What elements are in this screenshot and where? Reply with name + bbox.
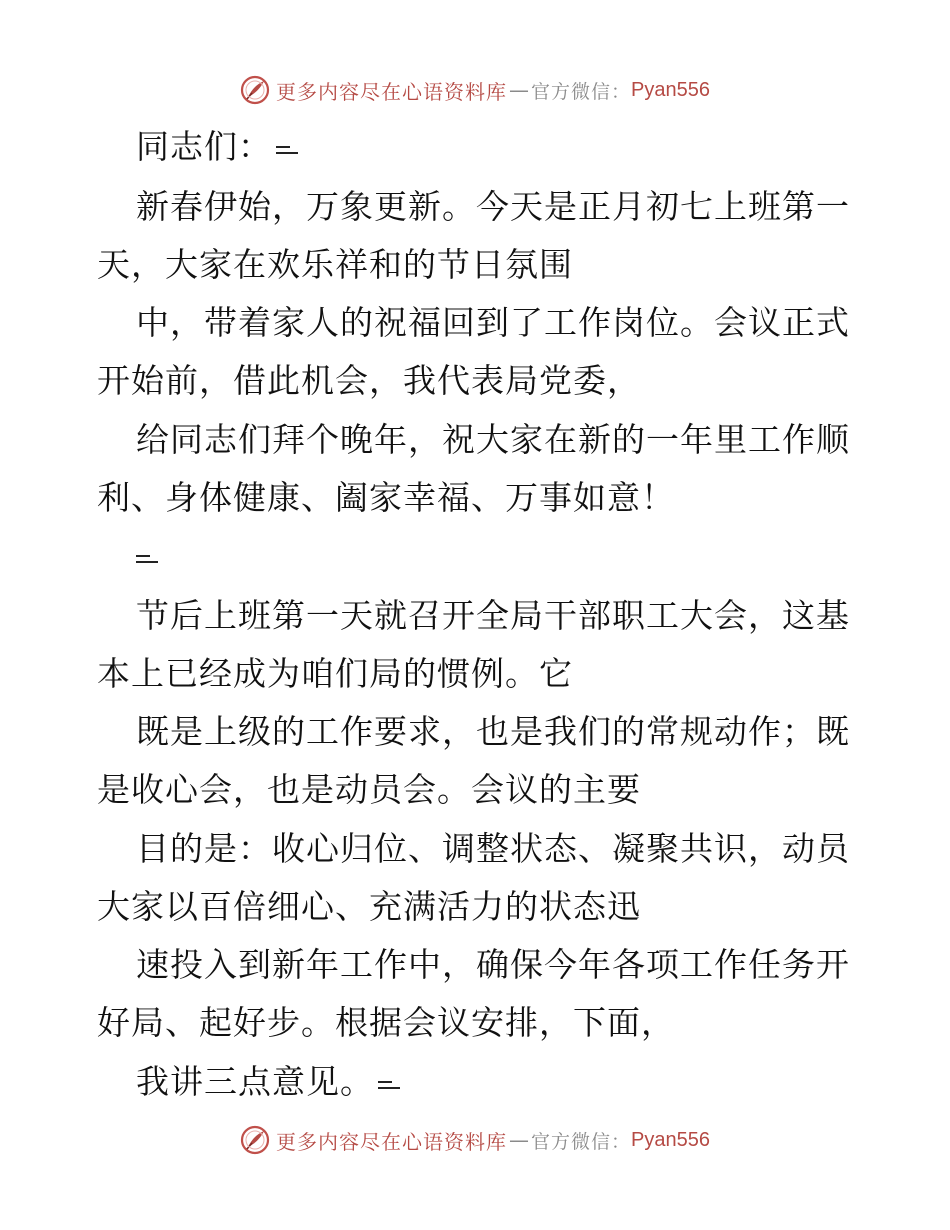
body-line-text: 目的是：收心归位、调整状态、凝聚共识，动员 [136,829,850,868]
body-line-text: 开始前，借此机会，我代表局党委， [97,361,641,400]
body-line-text: 大家以百倍细心、充满活力的状态迅 [97,887,641,926]
body-line-text: 新春伊始，万象更新。今天是正月初七上班第一 [136,187,850,226]
body-line-15 [136,1062,402,1102]
body-line-text: 我讲三点意见。 [136,1062,374,1101]
footer-wechat-id: Pyan556 [631,1128,710,1151]
paragraph-mark-icon [276,142,300,156]
body-line-text: 节后上班第一天就召开全局干部职工大会，这基 [136,596,850,635]
body-line-11 [136,829,850,869]
body-line-text: 本上已经成为咱们局的惯例。它 [97,654,573,693]
body-line-8 [97,654,573,694]
body-line-13 [136,945,850,985]
body-line-5 [136,420,850,460]
body-line-text: 给同志们拜个晚年，祝大家在新的一年里工作顺 [136,420,850,459]
body-line-text: 既是上级的工作要求，也是我们的常规动作；既 [136,712,850,751]
body-line-2 [97,245,573,285]
body-line-12 [97,887,641,927]
body-line-text: 好局、起好步。根据会议安排，下面， [97,1003,675,1042]
header-dash: — [509,78,529,102]
body-line-3 [136,303,850,343]
body-line-7 [136,596,850,636]
header-wechat-label: 官方微信： [531,80,632,103]
body-line-text: 天，大家在欢乐祥和的节日氛围 [97,245,573,284]
header-site-text: 更多内容尽在心语资料库 [276,79,507,104]
salutation-line [136,127,300,167]
body-line-text: 是收心会，也是动员会。会议的主要 [97,770,641,809]
body-line-1 [136,187,850,227]
body-line-10 [97,770,641,810]
salutation-text: 同志们： [136,127,272,166]
body-line-text: 速投入到新年工作中，确保今年各项工作任务开 [136,945,850,984]
body-line-14 [97,1003,675,1043]
feather-pen-logo-icon [240,1125,270,1155]
body-line-text: 利、身体健康、阖家幸福、万事如意！ [97,478,675,517]
body-line-9 [136,712,850,752]
feather-pen-logo-icon [240,75,270,105]
paragraph-mark-icon [136,551,160,565]
header-wechat-id: Pyan556 [631,78,710,101]
footer-dash: — [509,1128,529,1152]
footer-site-text: 更多内容尽在心语资料库 [276,1129,507,1154]
footer-banner [0,1120,950,1160]
header-banner [0,70,950,110]
body-line-text: 中，带着家人的祝福回到了工作岗位。会议正式 [136,303,850,342]
paragraph-mark-icon [378,1077,402,1091]
body-line-4 [97,361,641,401]
footer-wechat-label: 官方微信： [531,1130,632,1153]
body-line-6 [97,478,675,518]
